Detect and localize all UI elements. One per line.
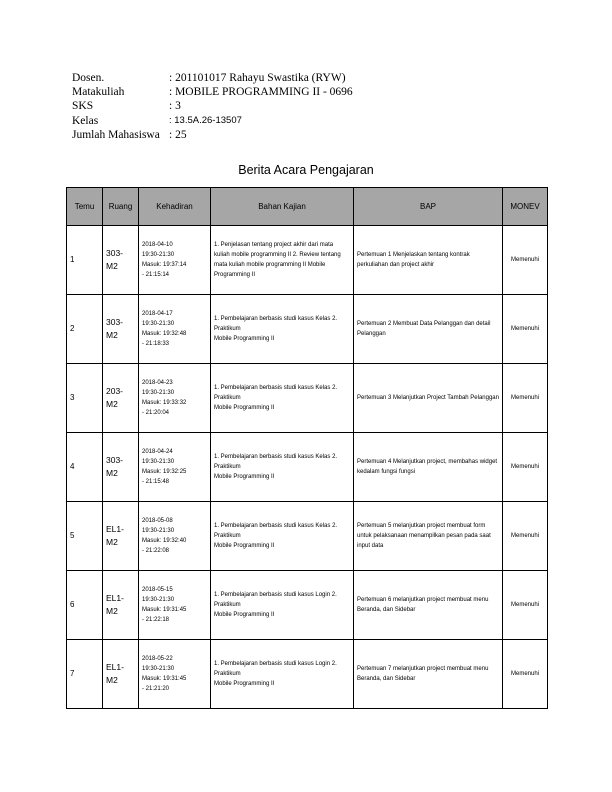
info-value: : 25	[169, 128, 187, 141]
document-title: Berita Acara Pengajaran	[238, 163, 374, 177]
bap-text: Pertemuan 2 Membuat Data Pelanggan dan detail Pelanggan	[357, 321, 491, 337]
monev-cell	[503, 502, 548, 571]
bahan-kajian-text: 1. Pembelajaran berbasis studi kasus Login 2. Praktikum Mobile Programming II	[214, 661, 337, 687]
bahan-kajian-text: 1. Pembelajaran berbasis studi kasus Kelas 2. Praktikum Mobile Programming II	[214, 385, 338, 411]
kehadiran-cell	[139, 295, 211, 364]
info-label: SKS	[72, 100, 94, 113]
ruang-cell	[103, 295, 139, 364]
table-row	[67, 226, 548, 295]
kehadiran-text: 2018-05-15 19:30-21:30 Masuk: 19:31:45 - 21:22:18	[142, 587, 187, 623]
bahan-kajian-cell	[211, 571, 354, 640]
bahan-kajian-cell	[211, 295, 354, 364]
bap-cell	[354, 502, 503, 571]
temu-text: 5	[70, 531, 75, 540]
bap-text: Pertemuan 5 melanjutkan project membuat form untuk pelaksanaan menampilkan pesan pada saat input data	[357, 523, 491, 549]
kehadiran-text: 2018-05-22 19:30-21:30 Masuk: 19:31:45 - 21:21:20	[142, 656, 187, 692]
info-label: Jumlah Mahasiswa	[72, 128, 160, 141]
kehadiran-cell	[139, 571, 211, 640]
monev-cell	[503, 226, 548, 295]
temu-text: 6	[70, 600, 75, 609]
monev-cell	[503, 364, 548, 433]
temu-cell	[67, 226, 103, 295]
ruang-text: EL1- M2	[106, 662, 124, 685]
ruang-text: EL1- M2	[106, 593, 124, 616]
info-value: : 3	[169, 100, 181, 113]
monev-text: Memenuhi	[510, 257, 539, 263]
bap-cell	[354, 364, 503, 433]
ruang-cell	[103, 364, 139, 433]
bap-cell	[354, 433, 503, 502]
kehadiran-cell	[139, 226, 211, 295]
bahan-kajian-text: 1. Pembelajaran berbasis studi kasus Kelas 2. Praktikum Mobile Programming II	[214, 454, 338, 480]
table-row	[67, 433, 548, 502]
bap-cell	[354, 295, 503, 364]
monev-cell	[503, 640, 548, 709]
column-header-ruang: Ruang	[103, 188, 139, 226]
ruang-text: EL1- M2	[106, 524, 124, 547]
bap-cell	[354, 571, 503, 640]
temu-cell	[67, 295, 103, 364]
bahan-kajian-text: 1. Pembelajaran berbasis studi kasus Kelas 2. Praktikum Mobile Programming II	[214, 316, 338, 342]
info-value: : 201101017 Rahayu Swastika (RYW)	[169, 72, 346, 84]
monev-text: Memenuhi	[510, 395, 539, 401]
kehadiran-text: 2018-04-17 19:30-21:30 Masuk: 19:32:48 - 21:18:33	[142, 311, 187, 347]
monev-cell	[503, 295, 548, 364]
bap-cell	[354, 226, 503, 295]
kehadiran-cell	[139, 640, 211, 709]
column-header-bap: BAP	[354, 188, 503, 226]
info-value: : MOBILE PROGRAMMING II - 0696	[169, 86, 353, 99]
monev-text: Memenuhi	[510, 533, 539, 539]
info-label: Dosen.	[72, 72, 105, 84]
column-header-monev: MONEV	[503, 188, 548, 226]
info-row-jumlah-mahasiswa	[72, 128, 353, 142]
bap-text: Pertemuan 1 Menjelaskan tentang kontrak perkuliahan dan project akhir	[357, 252, 470, 268]
column-header-bahan-kajian: Bahan Kajian	[211, 188, 354, 226]
monev-cell	[503, 571, 548, 640]
bap-text: Pertemuan 3 Melanjutkan Project Tambah Pelanggan	[357, 395, 499, 401]
ruang-text: 203- M2	[106, 386, 124, 409]
info-row-matakuliah	[72, 85, 353, 99]
lecture-info-header	[72, 71, 353, 142]
bahan-kajian-cell	[211, 640, 354, 709]
ruang-text: 303- M2	[106, 317, 124, 340]
bahan-kajian-cell	[211, 364, 354, 433]
bahan-kajian-text: 1. Penjelasan tentang project akhir dari mata kuliah mobile programming II 2. Review tentang mata kuliah mobile programming II Mobile Programming II	[214, 242, 341, 278]
table-row	[67, 640, 548, 709]
ruang-cell	[103, 571, 139, 640]
bap-cell	[354, 640, 503, 709]
info-value: : 13.5A.26-13507	[169, 114, 242, 126]
bahan-kajian-text: 1. Pembelajaran berbasis studi kasus Kelas 2. Praktikum Mobile Programming II	[214, 523, 338, 549]
info-row-dosen	[72, 71, 353, 85]
bap-text: Pertemuan 4 Melanjutkan project, membahas widget kedalam fungsi fungsi	[357, 459, 498, 475]
column-header-kehadiran: Kehadiran	[139, 188, 211, 226]
info-label: Kelas	[72, 114, 99, 127]
bahan-kajian-cell	[211, 433, 354, 502]
temu-text: 4	[70, 462, 75, 471]
table-row	[67, 295, 548, 364]
kehadiran-text: 2018-04-10 19:30-21:30 Masuk: 19:37:14 - 21:15:14	[142, 242, 187, 278]
temu-cell	[67, 364, 103, 433]
table-row	[67, 571, 548, 640]
column-header-temu: Temu	[67, 188, 103, 226]
ruang-text: 303- M2	[106, 455, 124, 478]
info-label: Matakuliah	[72, 86, 125, 99]
ruang-cell	[103, 433, 139, 502]
temu-text: 3	[70, 393, 75, 402]
table-row	[67, 364, 548, 433]
ruang-cell	[103, 502, 139, 571]
temu-text: 7	[70, 669, 75, 678]
monev-text: Memenuhi	[510, 671, 539, 677]
temu-cell	[67, 433, 103, 502]
bahan-kajian-cell	[211, 502, 354, 571]
bap-text: Pertemuan 6 melanjutkan project membuat menu Beranda, dan Sidebar	[357, 597, 489, 613]
kehadiran-cell	[139, 433, 211, 502]
temu-cell	[67, 571, 103, 640]
table-row	[67, 502, 548, 571]
monev-text: Memenuhi	[510, 326, 539, 332]
temu-text: 1	[70, 255, 75, 264]
temu-text: 2	[70, 324, 75, 333]
kehadiran-text: 2018-05-08 19:30-21:30 Masuk: 19:32:40 - 21:22:08	[142, 518, 187, 554]
table-header-row	[67, 188, 548, 226]
kehadiran-text: 2018-04-24 19:30-21:30 Masuk: 19:32:25 - 21:15:48	[142, 449, 187, 485]
monev-cell	[503, 433, 548, 502]
temu-cell	[67, 640, 103, 709]
monev-text: Memenuhi	[510, 602, 539, 608]
ruang-cell	[103, 640, 139, 709]
kehadiran-cell	[139, 364, 211, 433]
bahan-kajian-text: 1. Pembelajaran berbasis studi kasus Login 2. Praktikum Mobile Programming II	[214, 592, 337, 618]
kehadiran-cell	[139, 502, 211, 571]
info-row-sks	[72, 99, 353, 113]
ruang-text: 303- M2	[106, 248, 124, 271]
temu-cell	[67, 502, 103, 571]
ruang-cell	[103, 226, 139, 295]
teaching-record-table	[66, 187, 548, 709]
monev-text: Memenuhi	[510, 464, 539, 470]
bap-text: Pertemuan 7 melanjutkan project membuat menu Beranda, dan Sidebar	[357, 666, 489, 682]
kehadiran-text: 2018-04-23 19:30-21:30 Masuk: 19:33:32 - 21:20:04	[142, 380, 187, 416]
bahan-kajian-cell	[211, 226, 354, 295]
info-row-kelas	[72, 114, 353, 128]
